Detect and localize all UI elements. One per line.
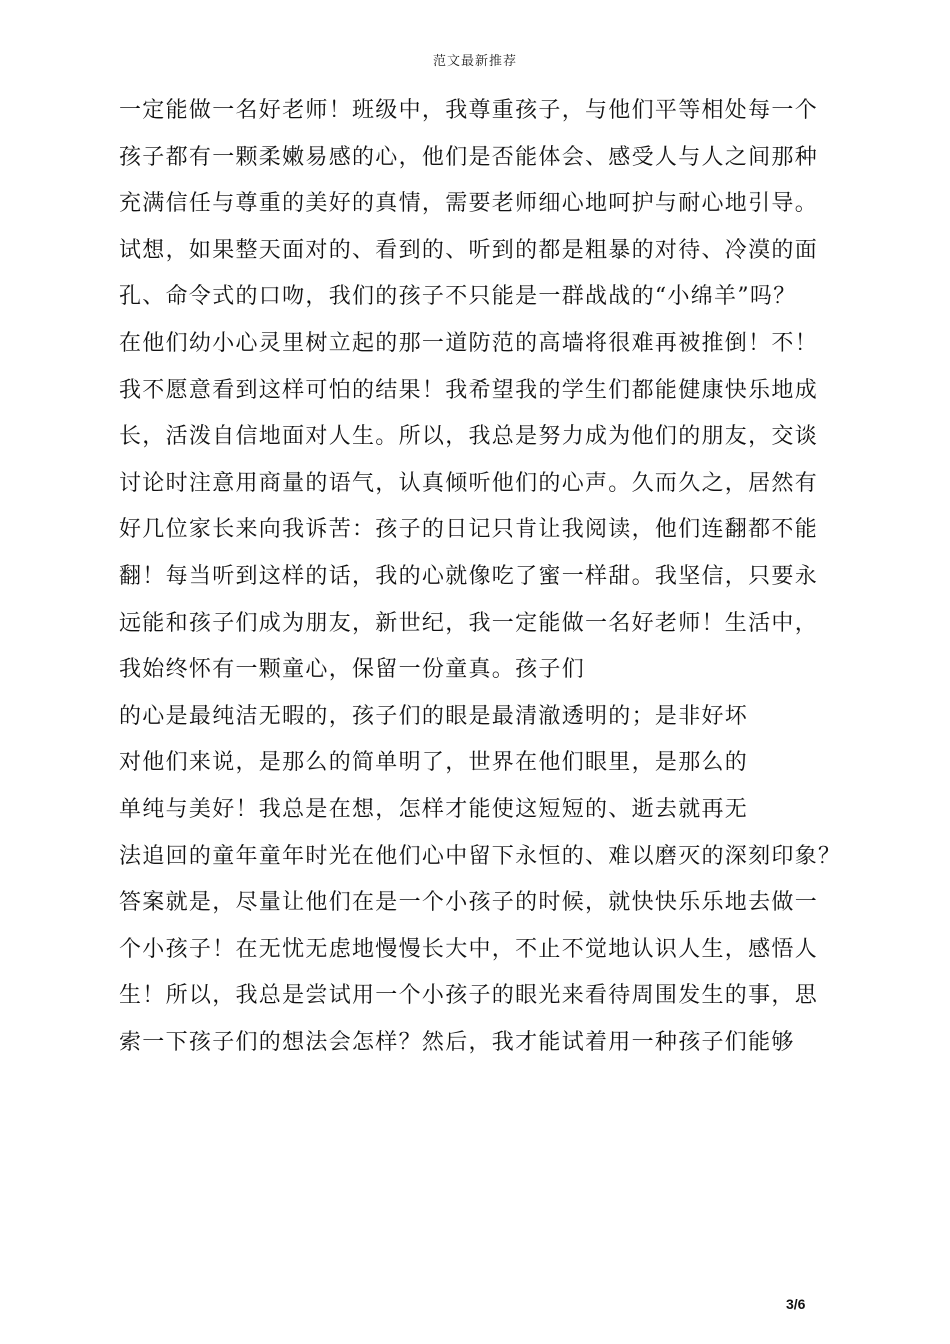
text-line: 我不愿意看到这样可怕的结果！我希望我的学生们都能健康快乐地成 <box>119 377 819 403</box>
page-number: 3/6 <box>786 1296 806 1312</box>
text-line: 答案就是，尽量让他们在是一个小孩子的时候，就快快乐乐地去做一 <box>119 890 819 916</box>
text-line: 远能和孩子们成为朋友，新世纪，我一定能做一名好老师！生活中， <box>119 610 819 636</box>
text-line: 个小孩子！在无忧无虑地慢慢长大中，不止不觉地认识人生，感悟人 <box>119 936 819 962</box>
text-line: 孔、命令式的口吻，我们的孩子不只能是一群战战的“小绵羊”吗？ <box>119 284 797 310</box>
text-line: 长，活泼自信地面对人生。所以，我总是努力成为他们的朋友，交谈 <box>119 424 819 450</box>
text-line: 单纯与美好！我总是在想，怎样才能使这短短的、逝去就再无 <box>119 796 749 822</box>
text-line: 翻！每当听到这样的话，我的心就像吃了蜜一样甜。我坚信，只要永 <box>119 563 819 589</box>
text-line: 对他们来说，是那么的简单明了，世界在他们眼里，是那么的 <box>119 750 749 776</box>
text-line: 法追回的童年童年时光在他们心中留下永恒的、难以磨灭的深刻印象？ <box>119 843 842 869</box>
text-line: 讨论时注意用商量的语气，认真倾听他们的心声。久而久之，居然有 <box>119 470 819 496</box>
text-line: 孩子都有一颗柔嫩易感的心，他们是否能体会、感受人与人之间那种 <box>119 144 819 170</box>
text-line: 索一下孩子们的想法会怎样？然后，我才能试着用一种孩子们能够 <box>119 1029 795 1055</box>
text-line: 充满信任与尊重的美好的真情，需要老师细心地呵护与耐心地引导。 <box>119 191 819 217</box>
text-line: 的心是最纯洁无暇的，孩子们的眼是最清澈透明的；是非好坏 <box>119 703 749 729</box>
text-line: 试想，如果整天面对的、看到的、听到的都是粗暴的对待、冷漠的面 <box>119 237 819 263</box>
text-line: 一定能做一名好老师！班级中，我尊重孩子，与他们平等相处每一个 <box>119 98 819 123</box>
text-line: 好几位家长来向我诉苦：孩子的日记只肯让我阅读，他们连翻都不能 <box>119 517 819 543</box>
body-text <box>119 88 859 1066</box>
text-line: 生！所以，我总是尝试用一个小孩子的眼光来看待周围发生的事，思 <box>119 983 819 1009</box>
text-line: 我始终怀有一颗童心，保留一份童真。孩子们 <box>119 657 586 683</box>
page-header: 范文最新推荐 <box>432 54 517 69</box>
text-line: 在他们幼小心灵里树立起的那一道防范的高墙将很难再被推倒！不！ <box>119 330 819 356</box>
